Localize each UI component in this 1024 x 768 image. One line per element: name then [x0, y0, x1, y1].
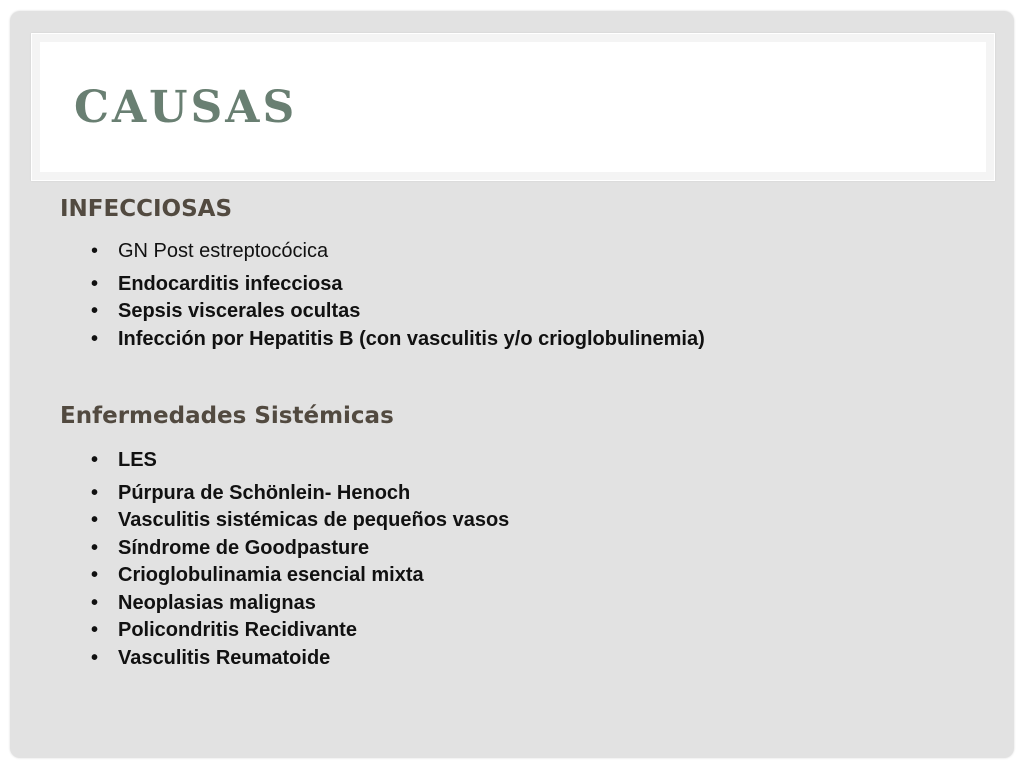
list-item: • LES	[88, 447, 509, 475]
title-inner-panel	[40, 42, 986, 172]
list-item: • Síndrome de Goodpasture	[88, 535, 509, 563]
list-item: • Crioglobulinamia esencial mixta	[88, 562, 509, 590]
section-heading-infecciosas: INFECCIOSAS	[60, 196, 233, 222]
title-box	[31, 33, 995, 181]
list-item: • Púrpura de Schönlein- Henoch	[88, 480, 509, 508]
list-item: • Infección por Hepatitis B (con vasculitis y/o crioglobulinemia)	[88, 326, 705, 354]
list-item: • Vasculitis sistémicas de pequeños vasos	[88, 507, 509, 535]
list-item: • Sepsis viscerales ocultas	[88, 298, 705, 326]
list-item: • Policondritis Recidivante	[88, 617, 509, 645]
list-item: • GN Post estreptocócica	[88, 238, 705, 266]
list-item: • Neoplasias malignas	[88, 590, 509, 618]
infecciosas-list	[88, 238, 705, 353]
enfermedades-sistemicas-list	[88, 447, 509, 672]
slide	[10, 11, 1014, 758]
slide-title: CAUSAS	[74, 82, 298, 133]
section-heading-enfermedades-sistemicas: Enfermedades Sistémicas	[60, 403, 394, 429]
list-item: • Endocarditis infecciosa	[88, 271, 705, 299]
list-item: • Vasculitis Reumatoide	[88, 645, 509, 673]
